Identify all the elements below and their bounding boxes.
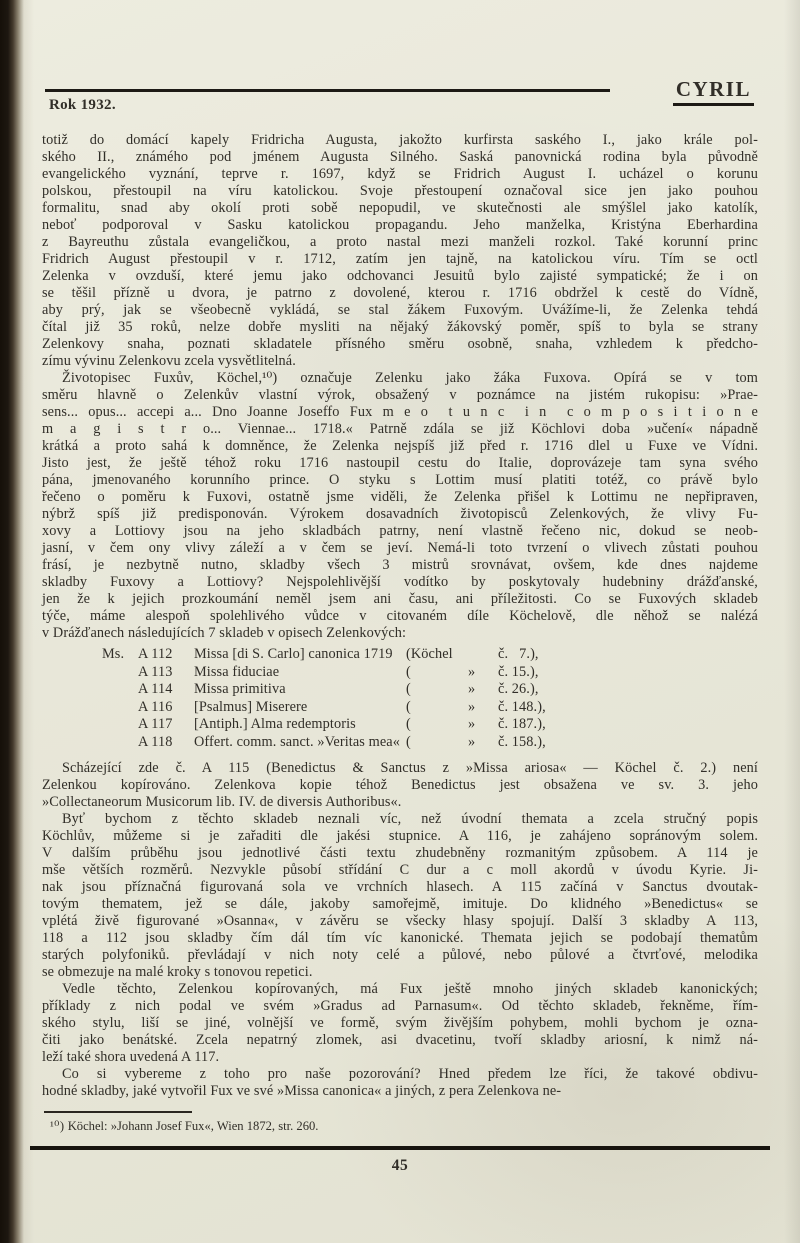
text-line: jen že k jejich prozkoumání neměl jsem ani času, ani příležitosti. Co se Fuxových skladeb	[42, 591, 758, 607]
text-line: čítal již 35 roků, nelze dobře mysliti na nějaký žákovský poměr, spíš to byla se strany	[42, 319, 758, 335]
works-title: Missa [di S. Carlo] canonica 1719	[194, 646, 393, 662]
works-title: Missa primitiva	[194, 681, 286, 697]
text-line: se těšil přízně u dvora, je patrno z dovolené, kterou r. 1716 obdržel k cestě do Vídně,	[42, 285, 758, 301]
page-number: 45	[391, 1157, 409, 1174]
works-ditto-mark: »	[468, 716, 476, 732]
text-line: ského II., známého pod jménem Augusta Silného. Saská panovnická rodina byla původně	[42, 149, 758, 165]
works-ms-prefix	[102, 664, 138, 682]
text-line: vplétá živě figurované »Osanna«, v závěru se všecky hlasy spojují. Další 3 skladby A 113,	[42, 913, 758, 929]
text-line: frásí, je nezbytně nutno, skladby všech 3 mistrů srovnávat, ovšem, kde dnes najdeme	[42, 557, 758, 573]
text-line: totiž do domácí kapely Fridricha Augusta, jakožto kurfirsta saského I., jako krále pol-	[42, 132, 758, 148]
works-title: Offert. comm. sanct. »Veritas mea«	[194, 733, 401, 750]
text-line: Byť bychom z těchto skladeb neznali víc, než úvodní themata a zcela stručný popis	[62, 811, 758, 827]
works-title: [Psalmus] Miserere	[194, 698, 308, 715]
text-line: Köchlův, můžeme si je zařaditi dle jakési stupnice. A 116, je zahájeno sopránovým solem.	[42, 828, 758, 844]
paragraph	[42, 132, 758, 370]
works-paren: (	[406, 733, 411, 750]
journal-title: CYRIL	[673, 77, 754, 106]
text-line: Co si vybereme z toho pro naše pozorování? Hned předem lze říci, že takové obdivu-	[62, 1066, 758, 1082]
text-line: neboť podporoval v Sasku katolickou propagandu. Jeho manželka, Kristýna Eberhardina	[42, 217, 758, 233]
paragraph	[42, 760, 758, 811]
text-line: evangelického vyznání, teprve r. 1697, když se Fridrich August I. ucházel o korunu	[42, 166, 758, 182]
works-ditto-mark: »	[468, 698, 476, 715]
works-ditto-mark	[468, 646, 498, 664]
works-ms-prefix: Ms.	[102, 646, 125, 662]
works-koechel-ref: č. 7.),	[498, 646, 539, 662]
page-header	[42, 77, 758, 132]
works-koechel-ref: č. 158.),	[498, 733, 546, 750]
footnote-marker: ¹⁰)	[50, 1119, 65, 1133]
works-number: A 113	[138, 663, 173, 680]
works-list-row	[102, 716, 758, 734]
text-line: hodné skladby, jaké vytvořil Fux ve své »Missa canonica« a jiných, z pera Zelenkova ne-	[42, 1083, 562, 1099]
text-line: Scházející zde č. A 115 (Benedictus & Sanctus z »Missa ariosa« — Köchel č. 2.) není	[62, 760, 758, 776]
text-block-upper	[42, 132, 758, 642]
text-line: formalitu, snad aby okolí proti sobě nepopudil, ve skutečnosti ale smýšlel jako katolík,	[42, 200, 758, 216]
works-ms-prefix	[102, 734, 138, 752]
works-title: Missa fiduciae	[194, 663, 280, 680]
text-line: Vedle těchto, Zelenkou kopírovaných, má Fux ještě mnoho jiných skladeb kanonických;	[62, 981, 758, 997]
text-line: mše větších rozměrů. Nezvykle působí střídání C dur a c moll akordů v úvodu Kyrie. Ji-	[42, 862, 758, 878]
works-number: A 118	[138, 733, 173, 750]
text-line: jasní, v čem ony vlivy záleží a v čem se jeví. Nemá-li toto tvrzení o vlivech zůstati pouhou	[42, 540, 758, 556]
works-number: A 114	[138, 681, 173, 697]
footnote	[42, 1119, 758, 1134]
text-line: týče, máme alespoň spolehlivého vůdce v citovaném díle Köchelově, dle něhož se nalézá	[42, 608, 758, 624]
text-line: sens... opus... accepi a... Dno Joanne Joseffo Fux m e o t u n c i n c o m p o s i t i o n e	[42, 404, 758, 420]
footnote-text: Köchel: »Johann Josef Fux«, Wien 1872, str. 260.	[67, 1119, 319, 1133]
works-ms-prefix	[102, 716, 138, 734]
works-ditto-mark: »	[468, 733, 476, 750]
text-line: aby prý, jak se všeobecně vykládá, se stal žákem Fuxovým. Uvážíme-li, že Zelenka tehdá	[42, 302, 758, 318]
works-paren: (	[406, 716, 411, 732]
works-list-row	[102, 646, 758, 664]
body-text	[42, 132, 758, 1100]
works-number: A 117	[138, 716, 173, 732]
text-line: krátká a proto sahá k domněnce, že Zelenka nejspíš již před r. 1716 dlel u Fuxe ve Vídni.	[42, 438, 758, 454]
works-paren: (	[406, 663, 411, 680]
text-line: tovým thematem, jež se dále, jakoby samořejmě, imituje. Do klidného »Benedictus« se	[42, 896, 758, 912]
works-koechel-ref: č. 15.),	[498, 663, 539, 680]
text-line: Zelenkou kopírováno. Zelenkova kopie téhož Benedictus jest obsažena ve sv. 3. jeho	[42, 777, 758, 793]
works-list-row	[102, 664, 758, 682]
works-paren: (Köchel	[406, 646, 453, 662]
footnote-rule	[44, 1111, 192, 1113]
text-line: Zelenka v ovzduší, které jemu jako odchovanci Jesuitů bylo zajisté sympatické; že i on	[42, 268, 758, 284]
works-number: A 112	[138, 646, 173, 662]
text-line: 118 a 112 jsou skladby čím dál tím víc kanonické. Themata jejich se podobají thematům	[42, 930, 758, 946]
paragraph	[42, 811, 758, 981]
text-line: »Collectaneorum Musicorum lib. IV. de diversis Authoribus«.	[42, 794, 402, 810]
paragraph	[42, 1066, 758, 1100]
works-title: [Antiph.] Alma redemptoris	[194, 716, 356, 732]
text-line: V dalším průběhu jsou jednotlivé části textu zhudebněny rozmanitým způsobem. A 114 je	[42, 845, 758, 861]
works-ms-prefix	[102, 681, 138, 699]
text-line: se obmezuje na malé kroky s tonovou repetici.	[42, 964, 313, 980]
paragraph	[42, 981, 758, 1066]
works-ditto-mark: »	[468, 663, 476, 680]
text-line: řečeno o poměru k Fuxovi, ostatně jsme viděli, že Zelenka přišel k Lottimu ne nepřipraven,	[42, 489, 758, 505]
text-line: nak jsou příznačná figurovaná sola ve vrchních hlasech. A 115 začíná v Sanctus dvoutak-	[42, 879, 758, 895]
works-koechel-ref: č. 26.),	[498, 681, 539, 697]
works-ditto-mark: »	[468, 681, 476, 697]
works-koechel-ref: č. 148.),	[498, 698, 546, 715]
text-line: ského stylu, liší se jiné, volnější ve formě, svým živějším pohybem, mohli bychom je ozna-	[42, 1015, 758, 1031]
works-list	[102, 646, 758, 751]
works-paren: (	[406, 681, 411, 697]
text-line: směru hlavně o Zelenkův vlastní výrok, obsažený v poznámce na jistém rukopisu: »Prae-	[42, 387, 758, 403]
text-line: Životopisec Fuxův, Köchel,¹⁰) označuje Zelenku jako žáka Fuxova. Opírá se v tom	[62, 370, 758, 386]
text-line: xovy a Lottiovy jsou na jeho skladbách patrny, není vlastně řečeno nic, dokud se neob-	[42, 523, 758, 539]
text-line: čiti jako benátské. Zcela nepatrný zlomek, asi dvacetinu, tvoří skladby ariosní, k nimž ná-	[42, 1032, 758, 1048]
text-line: z Bayreuthu zůstala evangeličkou, a proto nastal mezi manželi rozkol. Také korunní princ	[42, 234, 758, 250]
works-koechel-ref: č. 187.),	[498, 716, 546, 732]
works-paren: (	[406, 698, 411, 715]
text-block-lower	[42, 760, 758, 1100]
text-line: Zelenkovy snaha, poznati skladatele přísného směru osobně, snaha, vzhledem k předcho-	[42, 336, 758, 352]
text-line: polskou, přestoupil na víru katolickou. Svoje přestoupení označoval sice jen jako pouhou	[42, 183, 758, 199]
paragraph	[42, 370, 758, 642]
text-line: skladby Fuxovy a Lottiovy? Nejspolehlivější vodítko by poskytovaly hudebniny drážďanské,	[42, 574, 758, 590]
text-line: zímu vývinu Zelenkovu zcela vysvětlitelná.	[42, 353, 296, 369]
text-line: starých polyfoniků. převládají v nich noty celé a půlové, nebo půlové a čtvrťové, melodika	[42, 947, 758, 963]
text-line: pána, jmenovaného korunního prince. O styku s Lottim musí platiti totéž, co právě bylo	[42, 472, 758, 488]
works-list-row	[102, 681, 758, 699]
header-rule	[45, 89, 610, 92]
works-number: A 116	[138, 698, 173, 715]
works-ms-prefix	[102, 699, 138, 717]
year-label: Rok 1932.	[49, 97, 116, 113]
footer-rule	[30, 1146, 770, 1150]
text-line: Fridrich August přestoupil v r. 1712, zatím jen tajně, na katolickou víru. Tím se octl	[42, 251, 758, 267]
text-line: příklady z nich podal ve svém »Gradus ad Parnasum«. Od těchto skladeb, řekněme, řím-	[42, 998, 758, 1014]
text-line: Jisto jest, že ještě téhož roku 1716 nastoupil cestu do Italie, doprovázeje tam syna svého	[42, 455, 758, 471]
text-line: nýbrž spíš již predisponován. Výrokem dosavadních životopisců Zelenkových, že vlivy Fu-	[42, 506, 758, 522]
text-line: v Drážďanech následujících 7 skladeb v opisech Zelenkových:	[42, 625, 407, 641]
works-list-row	[102, 734, 758, 752]
text-line: leží také shora uvedená A 117.	[42, 1049, 220, 1065]
text-line: m a g i s t r o... Viennae... 1718.« Patrně zdála se již Köchlovi doba »učení« nápadně	[42, 421, 758, 437]
works-list-row	[102, 699, 758, 717]
